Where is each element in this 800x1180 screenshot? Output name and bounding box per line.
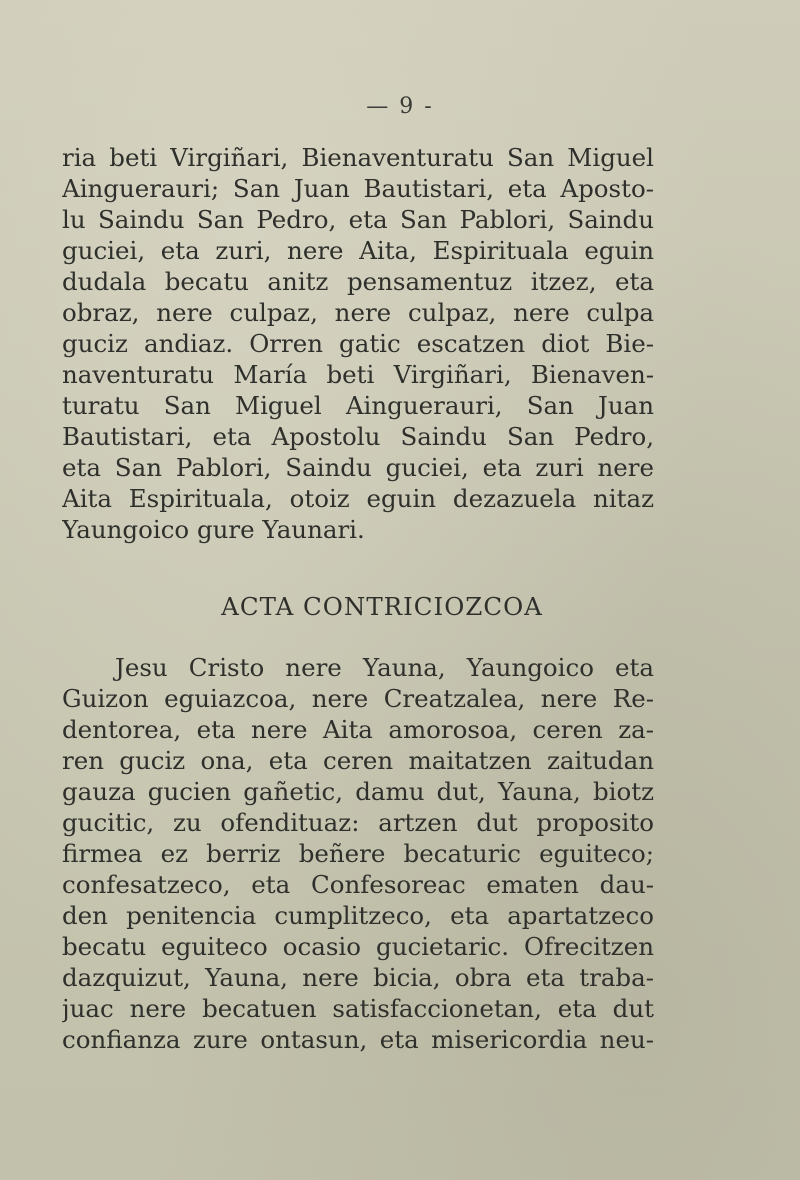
text-line: gauza gucien gañetic, damu dut, Yauna, biotz bbox=[62, 777, 654, 806]
section-heading: ACTA CONTRICIOZCOA bbox=[221, 592, 543, 621]
text-line: dentorea, eta nere Aita amorosoa, ceren za- bbox=[62, 715, 654, 744]
text-line: firmea ez berriz beñere becaturic eguiteco; bbox=[62, 839, 654, 868]
text-line: obraz, nere culpaz, nere culpaz, nere culpa bbox=[62, 298, 654, 327]
text-line: gucitic, zu ofendituaz: artzen dut proposito bbox=[62, 808, 654, 837]
text-line: ren guciz ona, eta ceren maitatzen zaitudan bbox=[62, 746, 654, 775]
text-line: confianza zure ontasun, eta misericordia neu- bbox=[62, 1025, 654, 1054]
text-line: guciz andiaz. Orren gatic escatzen diot Bie- bbox=[62, 329, 654, 358]
text-line: eta San Pablori, Saindu guciei, eta zuri nere bbox=[62, 453, 654, 482]
page-number: — 9 - bbox=[366, 94, 434, 119]
text-line: confesatzeco, eta Confesoreac ematen dau- bbox=[62, 870, 654, 899]
text-line: guciei, eta zuri, nere Aita, Espirituala eguin bbox=[62, 236, 654, 265]
confession-paragraph bbox=[62, 142, 654, 545]
text-line: juac nere becatuen satisfaccionetan, eta dut bbox=[62, 994, 654, 1023]
text-line: Yaungoico gure Yaunari. bbox=[62, 515, 365, 544]
text-line: ria beti Virgiñari, Bienaventuratu San Miguel bbox=[62, 143, 654, 172]
text-line: turatu San Miguel Ainguerauri, San Juan bbox=[62, 391, 654, 420]
text-line: Aita Espirituala, otoiz eguin dezazuela nitaz bbox=[62, 484, 654, 513]
text-line: dudala becatu anitz pensamentuz itzez, eta bbox=[62, 267, 654, 296]
text-line: Ainguerauri; San Juan Bautistari, eta Aposto- bbox=[62, 174, 654, 203]
contrition-paragraph bbox=[62, 652, 654, 1055]
text-line: Jesu Cristo nere Yauna, Yaungoico eta bbox=[115, 653, 654, 682]
text-line: naventuratu María beti Virgiñari, Bienaven- bbox=[62, 360, 654, 389]
text-line: lu Saindu San Pedro, eta San Pablori, Saindu bbox=[62, 205, 654, 234]
text-line: Guizon eguiazcoa, nere Creatzalea, nere Re- bbox=[62, 684, 654, 713]
text-line: dazquizut, Yauna, nere bicia, obra eta traba- bbox=[62, 963, 654, 992]
text-line: Bautistari, eta Apostolu Saindu San Pedro, bbox=[62, 422, 654, 451]
text-line: den penitencia cumplitzeco, eta apartatzeco bbox=[62, 901, 654, 930]
text-line: becatu eguiteco ocasio gucietaric. Ofrecitzen bbox=[62, 932, 654, 961]
